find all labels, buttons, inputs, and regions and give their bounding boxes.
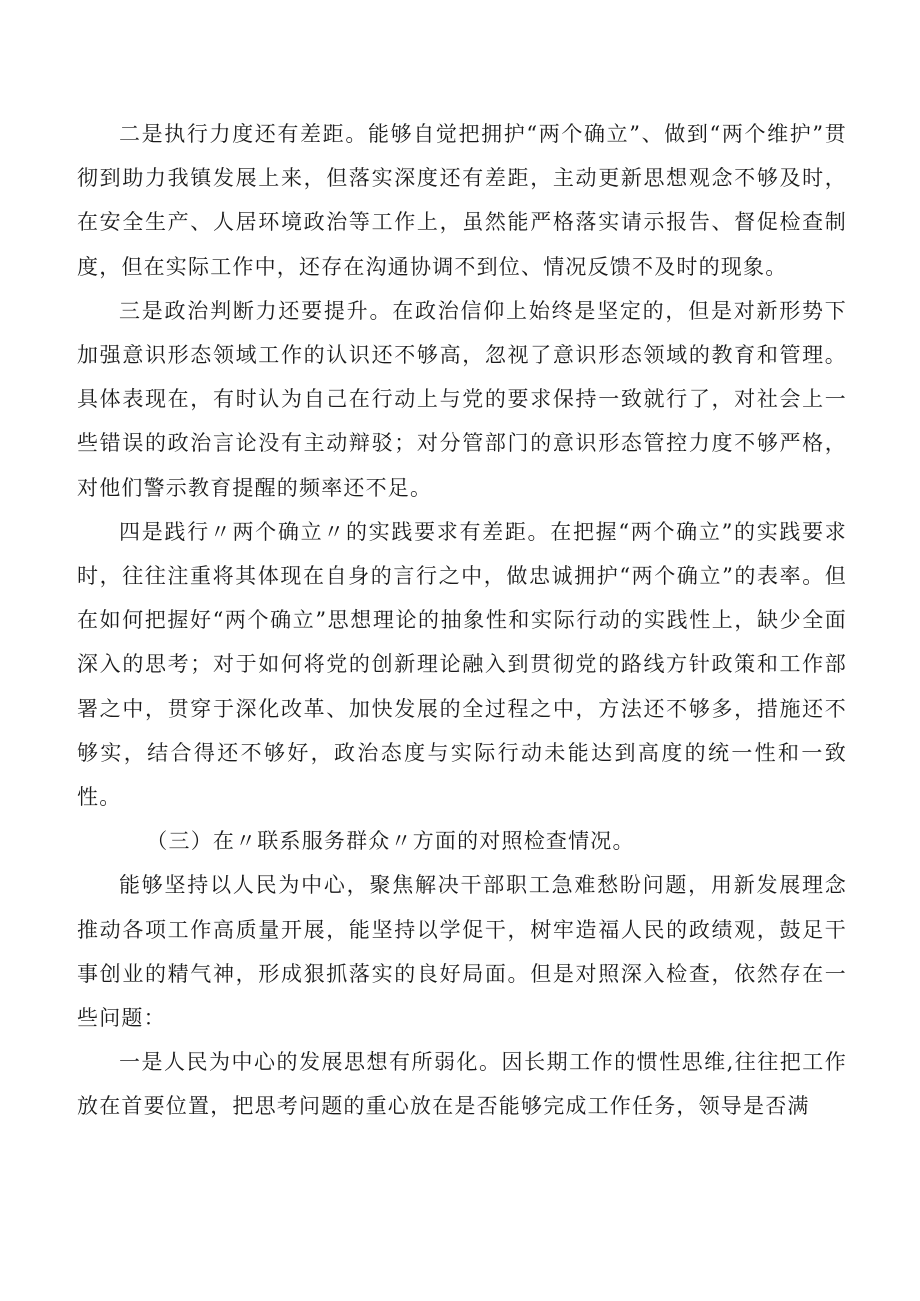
paragraph-practice-requirements: 四是践行〃两个确立〃的实践要求有差距。在把握“两个确立”的实践要求时，往往注重将其体现在自身的言行之中，做忠诚拥护“两个确立”的表率。但在如何把握好“两个确立”思想理论的抽象性和实际行动的实践性上，缺少全面深入的思考；对于如何将党的创新理论融入到贯彻党的路线方针政策和工作部署之中，贯穿于深化改革、加快发展的全过程之中，方法还不够多，措施还不够实，结合得还不够好，政治态度与实际行动未能达到高度的统一性和一致性。 xyxy=(77,519,847,810)
paragraph-people-centered: 一是人民为中心的发展思想有所弱化。因长期工作的惯性思维,往往把工作放在首要位置，把思考问题的重心放在是否能够完成工作任务，领导是否满 xyxy=(77,1050,847,1119)
document-body xyxy=(77,112,847,1129)
paragraph-serve-masses-overview: 能够坚持以人民为中心，聚焦解决干部职工急难愁盼问题，用新发展理念推动各项工作高质量开展，能坚持以学促干，树牢造福人民的政绩观，鼓足干事创业的精气神，形成狠抓落实的良好局面。但是对照深入检查，依然存在一些问题： xyxy=(77,873,847,1031)
paragraph-execution-gap: 二是执行力度还有差距。能够自觉把拥护“两个确立”、做到“两个维护”贯彻到助力我镇发展上来，但落实深度还有差距，主动更新思想观念不够及时，在安全生产、人居环境政治等工作上，虽然能严格落实请示报告、督促检查制度，但在实际工作中，还存在沟通协调不到位、情况反馈不及时的现象。 xyxy=(77,122,847,279)
section-heading-serve-masses: （三）在〃联系服务群众〃方面的对照检查情况。 xyxy=(146,829,635,854)
paragraph-political-judgment: 三是政治判断力还要提升。在政治信仰上始终是坚定的，但是对新形势下加强意识形态领域工作的认识还不够高，忽视了意识形态领域的教育和管理。具体表现在，有时认为自己在行动上与党的要求保持一致就行了，对社会上一些错误的政治言论没有主动辩驳；对分管部门的意识形态管控力度不够严格，对他们警示教育提醒的频率还不足。 xyxy=(77,298,847,500)
